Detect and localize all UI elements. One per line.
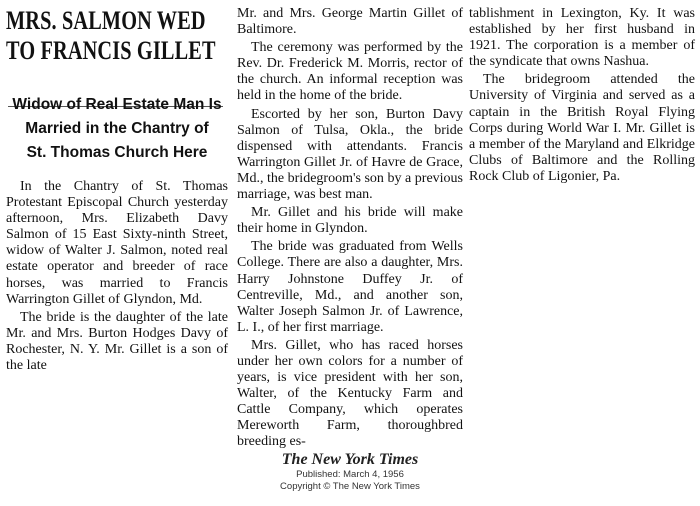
article-column-3 bbox=[469, 6, 695, 185]
copyright-notice: Copyright © The New York Times bbox=[280, 481, 420, 492]
headline-line-2: TO FRANCIS GILLET bbox=[6, 36, 216, 65]
body-paragraph: The ceremony was performed by the Rev. Dr. Frederick M. Morris, rector of the church. An informal reception was held in the home of the bride. bbox=[237, 40, 463, 104]
headline-line-1: MRS. SALMON WED bbox=[6, 6, 206, 35]
subhead-line-3: St. Thomas Church Here bbox=[26, 144, 208, 161]
body-paragraph: In the Chantry of St. Thomas Protestant Episcopal Church yesterday afternoon, Mrs. Elizabeth Davy Salmon of 15 East Sixty-ninth Street, widow of Walter J. Salmon, noted real estate operator and breeder of race horses, was married to Francis Warrington Gillet of Glyndon, Md. bbox=[6, 179, 228, 307]
body-paragraph: Mrs. Gillet, who has raced horses under her own colors for a number of years, is vice president with her son, Walter, of the Kentucky Farm and Cattle Company, which operates Mereworth Farm, thoroughbred breeding es- bbox=[237, 337, 463, 450]
subhead-line-1: Widow of Real Estate Man Is bbox=[12, 96, 222, 113]
body-paragraph: The bride was graduated from Wells College. There are also a daughter, Mrs. Harry Johnstone Duffey Jr. of Centreville, Md., and another son, Walter Joseph Salmon Jr. of Lawrence, L. I., of her first marriage. bbox=[237, 239, 463, 335]
subheadline bbox=[6, 93, 228, 165]
body-paragraph: The bride is the daughter of the late Mr. and Mrs. Burton Hodges Davy of Rochester, N. Y. Mr. Gillet is a son of the late bbox=[6, 309, 228, 374]
nyt-logo: The New York Times bbox=[281, 451, 419, 468]
body-continuation: Mr. and Mrs. George Martin Gillet of Baltimore. bbox=[237, 6, 463, 38]
body-paragraph: Escorted by her son, Burton Davy Salmon of Tulsa, Okla., the bride dispensed with attendants. Francis Warrington Gillet Jr. of Havre de Grace, Md., the bridegroom's son by a previous marriage, was best man. bbox=[237, 106, 463, 203]
article-column-1 bbox=[6, 6, 228, 374]
article-footer bbox=[220, 451, 480, 493]
headline bbox=[6, 6, 228, 70]
subhead-line-2: Married in the Chantry of bbox=[25, 120, 209, 137]
article-column-2 bbox=[237, 6, 463, 451]
body-paragraph: The bridegroom attended the University of Virginia and served as a captain in the British Royal Flying Corps during World War I. Mr. Gillet is a member of the Maryland and Elkridge Clubs of Baltimore and the Rolling Rock Club of Ligonier, Pa. bbox=[469, 72, 695, 184]
body-continuation: tablishment in Lexington, Ky. It was established by her first husband in 1921. The corporation is a member of the syndicate that owns Nashua. bbox=[469, 6, 695, 70]
published-date: Published: March 4, 1956 bbox=[296, 469, 404, 480]
body-paragraph: Mr. Gillet and his bride will make their home in Glyndon. bbox=[237, 205, 463, 237]
